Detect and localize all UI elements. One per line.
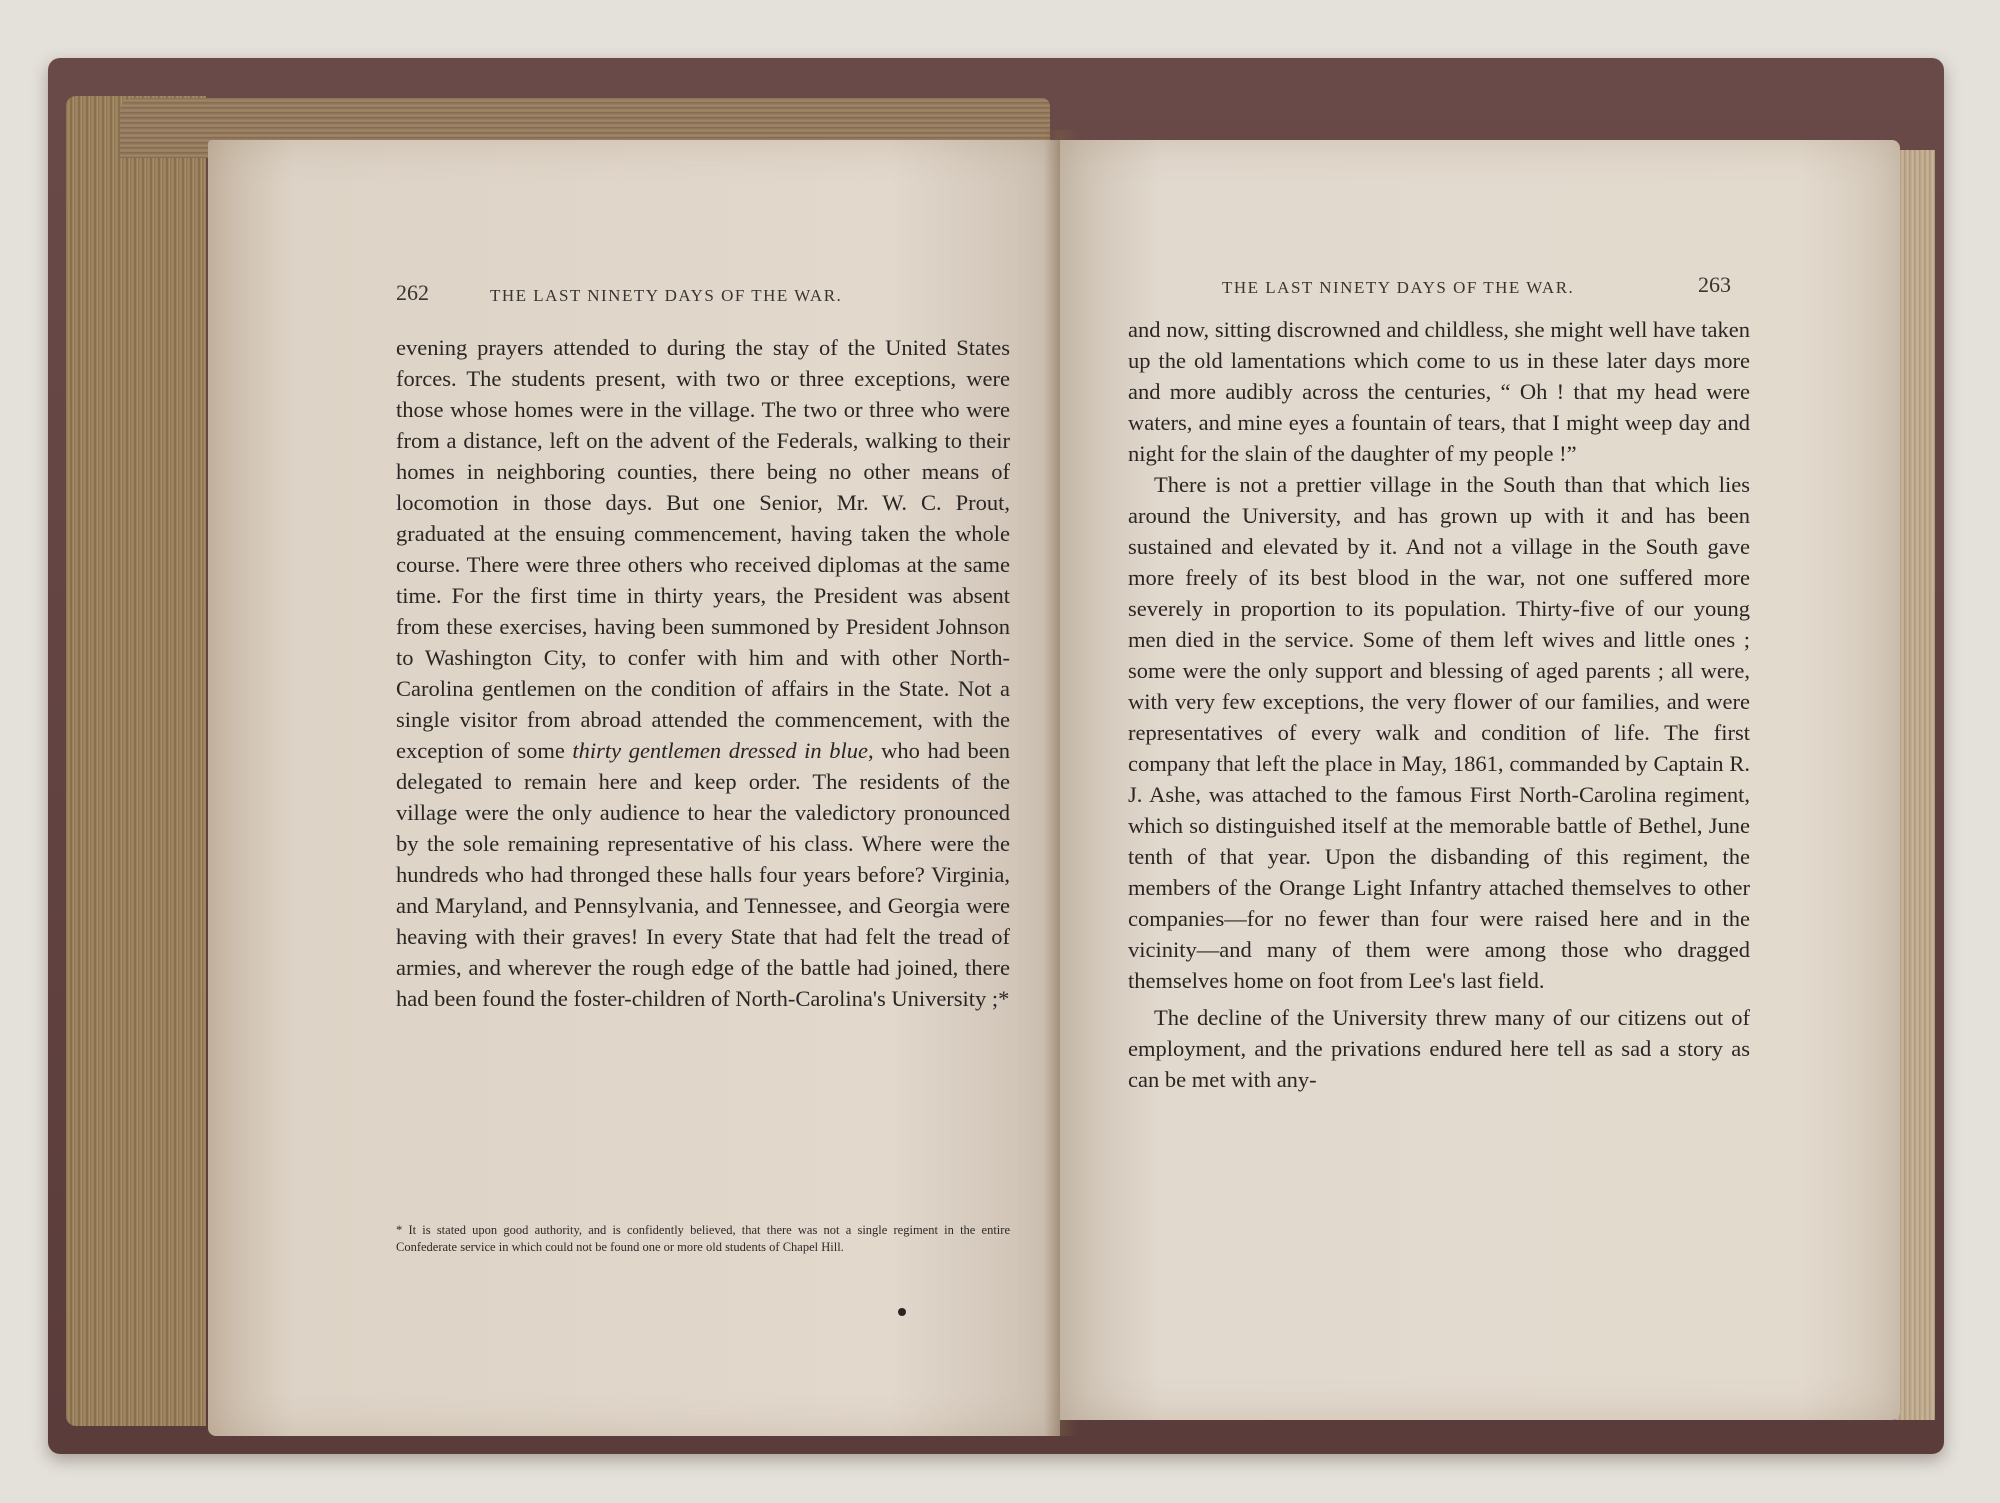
paragraph: There is not a prettier village in the South than that which lies around the University, and has grown up with it and has been sustained and elevated by it. And not a village in the South gave more freely of its best blood in the war, not one suffered more severely in proportion to its population. Thirty-five of our young men died in the service. Some of them left wives and little ones ; some were the only support and blessing of aged parents ; all were, with very few exceptions, the very flower of our families, and were representatives of every walk and condition of life. The first company that left the place in May, 1861, commanded by Captain R. J. Ashe, was attached to the famous First North-Carolina regiment, which so distinguished itself at the memorable battle of Bethel, June tenth of that year. Upon the disbanding of this regiment, the members of the Orange Light Infantry attached themselves to other companies—for no fewer than four were raised here and in the vicinity—and many of them were among those who dragged themselves home on foot from Lee's last field. bbox=[1128, 472, 1750, 993]
body-text bbox=[396, 332, 1010, 1014]
right-page bbox=[1060, 140, 1900, 1420]
page-number: 262 bbox=[396, 280, 429, 305]
page-edges-right bbox=[1895, 150, 1935, 1420]
left-page bbox=[208, 140, 1060, 1436]
running-head: THE LAST NINETY DAYS OF THE WAR. bbox=[490, 286, 843, 305]
body-text bbox=[1128, 314, 1750, 1095]
running-head: THE LAST NINETY DAYS OF THE WAR. bbox=[1222, 278, 1575, 297]
page-number: 263 bbox=[1698, 272, 1731, 297]
italic-phrase: thirty gentlemen dressed in blue bbox=[572, 738, 868, 763]
footnote: * It is stated upon good authority, and is confidently believed, that there was not a single regiment in the entire Confederate service in which could not be found one or more old students of Chapel Hill. bbox=[396, 1223, 1010, 1254]
page-edges-left bbox=[66, 96, 206, 1426]
ink-mark bbox=[898, 1308, 906, 1316]
paragraph: The decline of the University threw many of our citizens out of employment, and the privations endured here tell as sad a story as can be met with any- bbox=[1128, 1005, 1750, 1092]
paragraph: and now, sitting discrowned and childless, she might well have taken up the old lamentations which come to us in these later days more and more audibly across the centuries, “ Oh ! that my head were waters, and mine eyes a fountain of tears, that I might weep day and night for the slain of the daughter of my people !” bbox=[1128, 317, 1750, 466]
paragraph: evening prayers attended to during the stay of the United States forces. The students present, with two or three exceptions, were those whose homes were in the village. The two or three who were from a distance, left on the advent of the Federals, walking to their homes in neighboring counties, there being no other means of locomotion in those days. But one Senior, Mr. W. C. Prout, graduated at the ensuing commencement, having taken the whole course. There were three others who received diplomas at the same time. For the first time in thirty years, the President was absent from these exercises, having been summoned by President Johnson to Washington City, to confer with him and with other North-Carolina gentlemen on the condition of affairs in the State. Not a single visitor from abroad attended the commencement, with the exception of some thirty gentlemen dressed in blue, who had been delegated to remain here and keep order. The residents of the village were the only audience to hear the valedictory pronounced by the sole remaining representative of his class. Where were the hundreds who had thronged these halls four years before? Virginia, and Maryland, and Pennsylvania, and Tennessee, and Georgia were heaving with their graves! In every State that had felt the tread of armies, and wherever the rough edge of the battle had joined, there had been found the foster-children of North-Carolina's University ;* bbox=[396, 335, 1010, 1011]
